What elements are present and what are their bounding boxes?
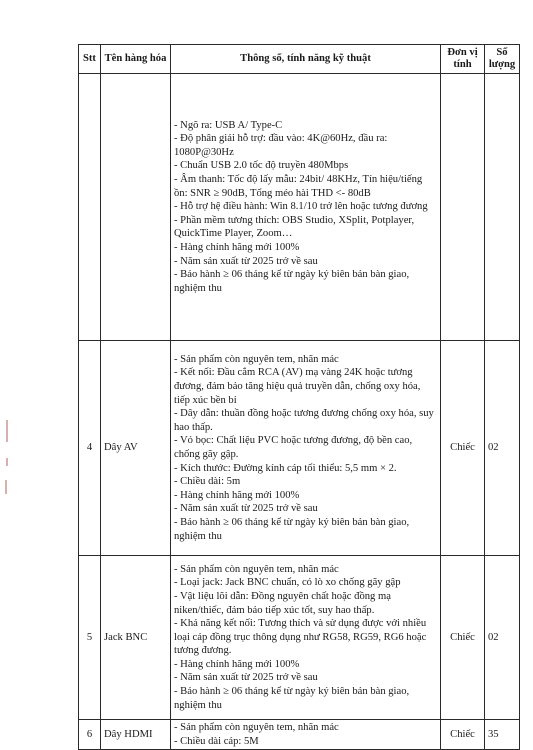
row-stt: 5 <box>79 556 101 720</box>
spec-line: - Phần mềm tương thích: OBS Studio, XSplit, Potplayer, QuickTime Player, Zoom… <box>174 214 415 240</box>
row-spec <box>171 341 441 556</box>
row-name: Jack BNC <box>101 556 171 720</box>
table-row <box>79 341 520 556</box>
spec-line: - Bảo hành ≥ 06 tháng kể từ ngày ký biên bản bàn giao, nghiệm thu <box>174 516 410 542</box>
header-name: Tên hàng hóa <box>101 45 171 74</box>
spec-line: - Vỏ bọc: Chất liệu PVC hoặc tương đương, độ bền cao, chống gãy gập. <box>174 435 413 460</box>
header-qty: Số lượng <box>485 45 520 74</box>
row-unit: Chiếc <box>441 556 485 720</box>
spec-line: - Khả năng kết nối: Tương thích và sử dụng được với nhiều loại cáp đồng trục thông dụng như RG58, RG59, RG6 hoặc tương đương. <box>174 618 427 657</box>
spec-line: - Loại jack: Jack BNC chuẩn, có lò xo chống gãy gập <box>174 577 401 589</box>
row-stt <box>79 74 101 341</box>
spec-line: - Dây dẫn: thuần đồng hoặc tương đương chống oxy hóa, suy hao thấp. <box>174 408 434 433</box>
spec-line: - Năm sản xuất từ 2025 trở về sau <box>174 255 318 267</box>
row-unit: Chiếc <box>441 720 485 750</box>
row-qty: 02 <box>485 556 520 720</box>
spec-line: - Năm sản xuất từ 2025 trở về sau <box>174 503 318 515</box>
spec-line: - Vật liệu lõi dẫn: Đồng nguyên chất hoặc đồng mạ niken/thiếc, đảm bảo tiếp xúc tốt, suy hao thấp. <box>174 590 391 616</box>
header-unit: Đơn vị tính <box>441 45 485 74</box>
table-row <box>79 74 520 341</box>
spec-line: - Chuẩn USB 2.0 tốc độ truyền 480Mbps <box>174 160 349 172</box>
row-spec <box>171 720 441 750</box>
spec-line: - Chiều dài: 5m <box>174 476 241 488</box>
row-qty: 35 <box>485 720 520 750</box>
row-spec <box>171 556 441 720</box>
spec-line: - Ngõ ra: USB A/ Type-C <box>174 119 283 131</box>
spec-line: - Sản phẩm còn nguyên tem, nhãn mác <box>174 722 339 733</box>
spec-line: - Bảo hành ≥ 06 tháng kể từ ngày ký biên bản bàn giao, nghiệm thu <box>174 686 410 711</box>
row-stt: 6 <box>79 720 101 750</box>
spec-line: - Sản phẩm còn nguyên tem, nhãn mác <box>174 353 339 365</box>
row-name: Dây AV <box>101 341 171 556</box>
spec-line: - Kích thước: Đường kính cáp tối thiểu: 5,5 mm × 2. <box>174 462 397 474</box>
row-qty <box>485 74 520 341</box>
spec-line: - Kết nối: Đầu cắm RCA (AV) mạ vàng 24K hoặc tương đương, đảm bảo tăng hiệu quả truyền dẫn, chống oxy hóa, tiếp xúc bền bỉ <box>174 367 421 406</box>
spec-line: - Hàng chính hãng mới 100% <box>174 658 300 670</box>
header-spec: Thông số, tính năng kỹ thuật <box>171 45 441 74</box>
spec-line: - Chiều dài cáp: 5M <box>174 735 259 747</box>
spec-line: - Bảo hành ≥ 06 tháng kể từ ngày ký biên bản bàn giao, nghiệm thu <box>174 269 410 294</box>
row-unit <box>441 74 485 341</box>
spec-line: - Độ phân giải hỗ trợ: đầu vào: 4K@60Hz, đầu ra: 1080P@30Hz <box>174 133 388 158</box>
row-name <box>101 74 171 341</box>
table-row <box>79 556 520 720</box>
spec-line: - Hàng chính hãng mới 100% <box>174 489 300 501</box>
row-spec <box>171 74 441 341</box>
row-unit: Chiếc <box>441 341 485 556</box>
row-stt: 4 <box>79 341 101 556</box>
spec-line: - Năm sản xuất từ 2025 trở về sau <box>174 672 318 684</box>
spec-table <box>78 44 520 750</box>
spec-line: - Hàng chính hãng mới 100% <box>174 241 300 253</box>
header-stt: Stt <box>79 45 101 74</box>
margin-marks <box>2 420 12 500</box>
spec-line: - Âm thanh: Tốc độ lấy mẫu: 24bit/ 48KHz, Tín hiệu/tiếng ồn: SNR ≥ 90dB, Tổng méo hài THD <- 80dB <box>174 174 423 199</box>
spec-line: - Hỗ trợ hệ điều hành: Win 8.1/10 trở lên hoặc tương đương <box>174 201 428 213</box>
row-name: Dây HDMI <box>101 720 171 750</box>
row-qty: 02 <box>485 341 520 556</box>
table-row <box>79 720 520 750</box>
table-header-row <box>79 45 520 74</box>
spec-line: - Sản phẩm còn nguyên tem, nhãn mác <box>174 563 339 575</box>
